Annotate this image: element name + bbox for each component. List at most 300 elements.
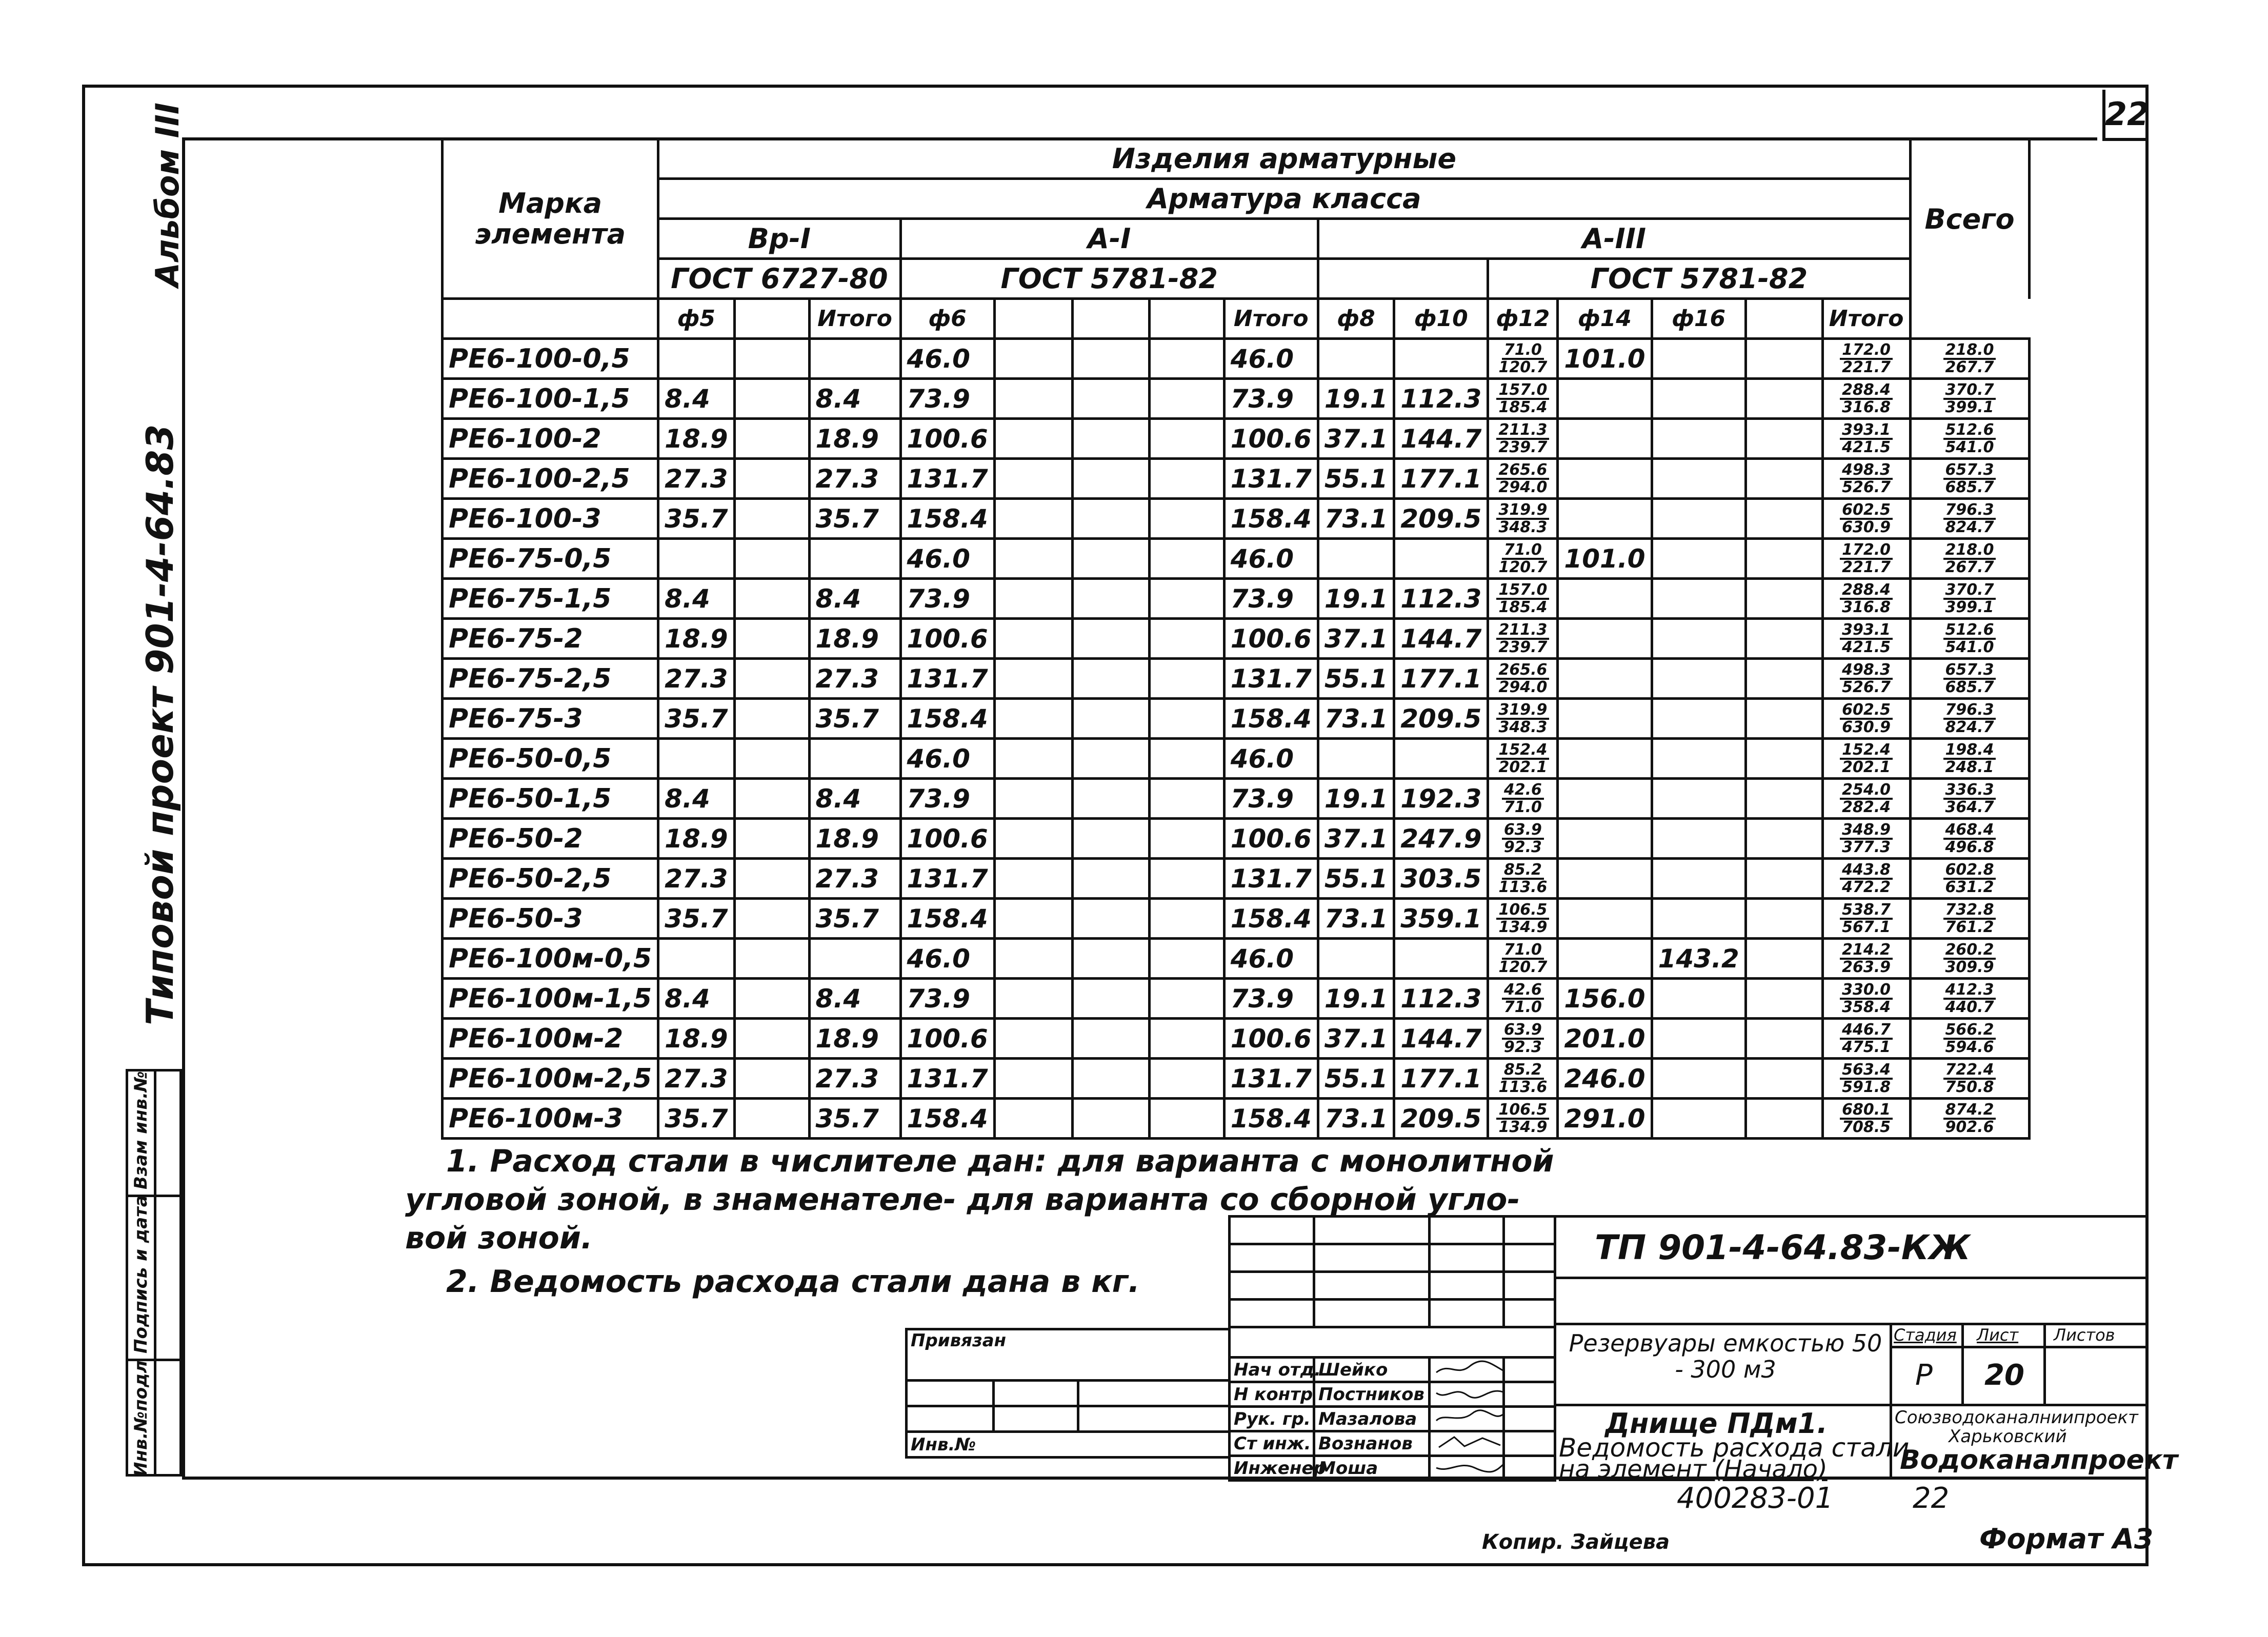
fraction-numerator: 512.6: [1943, 622, 1996, 640]
fraction-numerator: 722.4: [1943, 1062, 1996, 1080]
page-number: 22: [2104, 95, 2150, 133]
element-mark: РЕ6-50-1,5: [443, 779, 658, 819]
table-row: [443, 779, 2030, 819]
cell-f8: 55.1: [1318, 859, 1394, 899]
signature-mark: [1434, 1384, 1511, 1399]
project-label: Типовой проект 901-4-64.83: [138, 424, 182, 1025]
cell-total: [1910, 859, 2029, 899]
cell-f5: 27.3: [658, 459, 734, 499]
cell-empty: [734, 1099, 809, 1139]
cell-f12: [1488, 939, 1558, 979]
cell-f10: 177.1: [1394, 1059, 1488, 1099]
grid-cell: [1078, 1406, 1230, 1432]
name-cell: Вознанов: [1314, 1431, 1430, 1456]
cell-empty: [1072, 419, 1149, 459]
fraction-numerator: 106.5: [1496, 1102, 1549, 1120]
fraction-numerator: 538.7: [1840, 902, 1893, 920]
cell-f16: [1652, 859, 1745, 899]
cell-empty: [734, 339, 809, 379]
fraction-numerator: 42.6: [1502, 982, 1544, 1000]
fraction-numerator: 602.8: [1943, 862, 1996, 880]
bound-cell: [907, 1329, 1230, 1381]
cell-total: [1910, 539, 2029, 579]
cell-f12: [1488, 579, 1558, 619]
cell-f10: 303.5: [1394, 859, 1488, 899]
name-cell: Шейко: [1314, 1358, 1430, 1382]
fraction-denominator: 475.1: [1842, 1038, 1891, 1056]
fraction-denominator: 202.1: [1842, 758, 1891, 776]
fraction-denominator: 761.2: [1945, 918, 1994, 936]
cell-f12: [1488, 779, 1558, 819]
cell-f14: [1558, 819, 1652, 859]
date-cell: [1504, 1431, 1555, 1456]
cell-total: [1910, 899, 2029, 939]
cell-empty: [1745, 579, 1822, 619]
cell-f14: [1558, 699, 1652, 739]
cell-empty: [994, 459, 1072, 499]
cell-empty: [1072, 539, 1149, 579]
fraction-denominator: 902.6: [1945, 1118, 1994, 1136]
cell-f16: [1652, 779, 1745, 819]
fraction-numerator: 218.0: [1943, 542, 1996, 560]
cell-empty: [734, 1059, 809, 1099]
fraction-denominator: 421.5: [1842, 438, 1891, 456]
element-mark: РЕ6-75-1,5: [443, 579, 658, 619]
fraction: [1914, 662, 2026, 695]
cell-f6: 131.7: [900, 1059, 994, 1099]
fraction-denominator: 824.7: [1945, 718, 1994, 736]
grid-cell: [1230, 1272, 1314, 1300]
steel-consumption-table: [441, 137, 2031, 1140]
header-empty: [443, 299, 658, 339]
fraction-denominator: 708.5: [1842, 1118, 1891, 1136]
fraction-denominator: 202.1: [1498, 758, 1548, 776]
fraction-numerator: 512.6: [1943, 422, 1996, 440]
cell-f10: 209.5: [1394, 1099, 1488, 1139]
cell-f5: 35.7: [658, 699, 734, 739]
cell-f14: [1558, 619, 1652, 659]
fraction: [1491, 782, 1554, 815]
fraction: [1491, 422, 1554, 455]
cell-f10: [1394, 739, 1488, 779]
table-row: [443, 579, 2030, 619]
cell-empty: [1149, 659, 1224, 699]
fraction: [1491, 862, 1554, 895]
album-label: Альбом III: [149, 103, 186, 287]
bound-label: Привязан: [911, 1330, 1007, 1351]
stamp-field-signature: Подпись и дата: [131, 1195, 151, 1353]
fraction-numerator: 348.9: [1840, 822, 1893, 840]
cell-total: [1910, 419, 2029, 459]
cell-f14: [1558, 739, 1652, 779]
cell-total: [1910, 579, 2029, 619]
role-cell: Ст инж.: [1230, 1431, 1314, 1456]
footer-doc-number: 400283-01: [1677, 1482, 1834, 1515]
cell-f6: 158.4: [900, 1099, 994, 1139]
fraction-numerator: 319.9: [1496, 702, 1549, 720]
fraction-numerator: 157.0: [1496, 582, 1549, 600]
cell-f12: [1488, 739, 1558, 779]
cell-empty: [994, 979, 1072, 1019]
fraction-numerator: 260.2: [1943, 942, 1996, 960]
cell-f10: 177.1: [1394, 659, 1488, 699]
element-mark: РЕ6-50-0,5: [443, 739, 658, 779]
cell-total: [1910, 659, 2029, 699]
cell-f14: [1558, 379, 1652, 419]
fraction-denominator: 113.6: [1498, 878, 1548, 896]
fraction-numerator: 71.0: [1502, 542, 1544, 560]
fraction-denominator: 239.7: [1498, 438, 1548, 456]
column-header: [734, 299, 809, 339]
signature-mark: [1434, 1433, 1511, 1448]
cell-a3-total: [1822, 699, 1910, 739]
cell-bp-total: 35.7: [809, 899, 900, 939]
cell-f5: 18.9: [658, 819, 734, 859]
fraction-denominator: 591.8: [1842, 1078, 1891, 1096]
cell-f5: [658, 539, 734, 579]
name-cell: Постников: [1314, 1382, 1430, 1407]
cell-empty: [1072, 979, 1149, 1019]
cell-f5: 27.3: [658, 1059, 734, 1099]
fraction: [1491, 382, 1554, 415]
org-line-1: Союзводоканалниипроект: [1895, 1407, 2138, 1428]
cell-f6: 73.9: [900, 579, 994, 619]
cell-bp-total: [809, 339, 900, 379]
cell-f10: [1394, 539, 1488, 579]
fraction: [1491, 742, 1554, 775]
element-mark: РЕ6-100-2: [443, 419, 658, 459]
cell-f6: 73.9: [900, 979, 994, 1019]
cell-empty: [994, 779, 1072, 819]
fraction: [1491, 542, 1554, 575]
cell-empty: [1072, 499, 1149, 539]
table-row: [443, 339, 2030, 379]
cell-f14: [1558, 939, 1652, 979]
fraction-denominator: 377.3: [1842, 838, 1891, 856]
cell-f6: 158.4: [900, 699, 994, 739]
grid-cell: [1314, 1244, 1430, 1272]
cell-f12: [1488, 819, 1558, 859]
cell-empty: [1149, 739, 1224, 779]
cell-f8: 37.1: [1318, 619, 1394, 659]
cell-empty: [734, 939, 809, 979]
table-row: [443, 379, 2030, 419]
cell-a1-total: 73.9: [1224, 979, 1318, 1019]
fraction: [1914, 702, 2026, 735]
element-mark: РЕ6-50-2: [443, 819, 658, 859]
cell-a1-total: 100.6: [1224, 619, 1318, 659]
cell-f14: [1558, 419, 1652, 459]
fraction-numerator: 370.7: [1943, 582, 1996, 600]
fraction: [1826, 342, 1907, 375]
cell-empty: [1149, 579, 1224, 619]
cell-empty: [1072, 659, 1149, 699]
table-row: [443, 739, 2030, 779]
cell-empty: [1745, 939, 1822, 979]
fraction-denominator: 263.9: [1842, 958, 1891, 976]
cell-f6: 46.0: [900, 339, 994, 379]
fraction-numerator: 319.9: [1496, 502, 1549, 520]
signature-cell: [1430, 1358, 1504, 1382]
fraction-denominator: 120.7: [1498, 558, 1548, 576]
cell-f14: [1558, 779, 1652, 819]
fraction-denominator: 496.8: [1945, 838, 1994, 856]
cell-f16: [1652, 419, 1745, 459]
date-cell: [1504, 1407, 1555, 1431]
fraction: [1826, 702, 1907, 735]
column-header: [1072, 299, 1149, 339]
cell-f6: 100.6: [900, 419, 994, 459]
fraction: [1914, 902, 2026, 935]
cell-empty: [1745, 499, 1822, 539]
table-row: [443, 659, 2030, 699]
role-cell: Н контр: [1230, 1382, 1314, 1407]
fraction-numerator: 218.0: [1943, 342, 1996, 360]
fraction: [1491, 1062, 1554, 1095]
fraction-numerator: 172.0: [1840, 342, 1893, 360]
fraction-numerator: 265.6: [1496, 462, 1549, 480]
grid-cell: [1230, 1217, 1314, 1244]
cell-a1-total: 46.0: [1224, 939, 1318, 979]
cell-f14: 156.0: [1558, 979, 1652, 1019]
cell-total: [1910, 1059, 2029, 1099]
cell-f16: [1652, 1099, 1745, 1139]
fraction-numerator: 211.3: [1496, 422, 1549, 440]
cell-empty: [1745, 619, 1822, 659]
cell-f12: [1488, 339, 1558, 379]
table-row: [443, 459, 2030, 499]
cell-f8: 55.1: [1318, 1059, 1394, 1099]
cell-f14: 201.0: [1558, 1019, 1652, 1059]
grid-cell: [1430, 1272, 1504, 1300]
grid-cell: [1504, 1244, 1555, 1272]
fraction-denominator: 631.2: [1945, 878, 1994, 896]
fraction: [1826, 622, 1907, 655]
signature-block: [1228, 1356, 1556, 1482]
grid-cell: [1430, 1244, 1504, 1272]
element-mark: РЕ6-100-2,5: [443, 459, 658, 499]
element-mark: РЕ6-100м-1,5: [443, 979, 658, 1019]
cell-f14: 246.0: [1558, 1059, 1652, 1099]
cell-empty: [994, 739, 1072, 779]
cell-empty: [1745, 659, 1822, 699]
signature-mark: [1434, 1360, 1511, 1374]
grid-cell: [994, 1406, 1078, 1432]
cell-total: [1910, 1099, 2029, 1139]
fraction: [1826, 1102, 1907, 1135]
fraction: [1826, 542, 1907, 575]
cell-bp-total: 18.9: [809, 819, 900, 859]
fraction-numerator: 796.3: [1943, 502, 1996, 520]
cell-f12: [1488, 539, 1558, 579]
cell-empty: [1072, 1099, 1149, 1139]
cell-f8: [1318, 939, 1394, 979]
cell-f8: 55.1: [1318, 459, 1394, 499]
fraction-denominator: 267.7: [1945, 558, 1994, 576]
cell-bp-total: 35.7: [809, 699, 900, 739]
cell-empty: [1745, 1019, 1822, 1059]
column-header: Итого: [1224, 299, 1318, 339]
column-header: ф5: [658, 299, 734, 339]
cell-f8: [1318, 339, 1394, 379]
cell-empty: [1072, 619, 1149, 659]
cell-empty: [734, 659, 809, 699]
fraction-numerator: 602.5: [1840, 702, 1893, 720]
cell-f5: [658, 339, 734, 379]
fraction-denominator: 309.9: [1945, 958, 1994, 976]
cell-f16: [1652, 659, 1745, 699]
fraction-numerator: 71.0: [1502, 942, 1544, 960]
cell-a1-total: 158.4: [1224, 1099, 1318, 1139]
title-block-h3: [1554, 1404, 2149, 1406]
cell-empty: [1072, 579, 1149, 619]
fraction-denominator: 134.9: [1498, 1118, 1548, 1136]
fraction-denominator: 92.3: [1503, 1038, 1542, 1056]
fraction-denominator: 316.8: [1842, 398, 1891, 416]
title-block-v2: [1961, 1323, 1964, 1404]
sheets-label: Листов: [2054, 1325, 2115, 1345]
fraction-numerator: 657.3: [1943, 662, 1996, 680]
column-header: ф10: [1394, 299, 1488, 339]
cell-f6: 158.4: [900, 899, 994, 939]
cell-empty: [1745, 1099, 1822, 1139]
fraction-numerator: 71.0: [1502, 342, 1544, 360]
cell-bp-total: 8.4: [809, 379, 900, 419]
cell-a3-total: [1822, 539, 1910, 579]
stamp-subtitle-1: Днище ПДм1.: [1605, 1407, 1828, 1440]
header-mark: [443, 139, 658, 299]
signature-mark: [1434, 1458, 1511, 1472]
cell-empty: [734, 499, 809, 539]
fraction-denominator: 120.7: [1498, 958, 1548, 976]
cell-bp-total: 35.7: [809, 1099, 900, 1139]
cell-a1-total: 73.9: [1224, 379, 1318, 419]
cell-a1-total: 131.7: [1224, 859, 1318, 899]
cell-f10: 112.3: [1394, 579, 1488, 619]
cell-a3-total: [1822, 779, 1910, 819]
cell-a1-total: 131.7: [1224, 459, 1318, 499]
cell-a1-total: 46.0: [1224, 339, 1318, 379]
cell-f16: [1652, 699, 1745, 739]
cell-f12: [1488, 1059, 1558, 1099]
element-mark: РЕ6-100м-2,5: [443, 1059, 658, 1099]
cell-empty: [1072, 819, 1149, 859]
fraction-denominator: 358.4: [1842, 998, 1891, 1016]
cell-total: [1910, 339, 2029, 379]
fraction-denominator: 630.9: [1842, 718, 1891, 736]
cell-a3-total: [1822, 899, 1910, 939]
cell-f5: 35.7: [658, 499, 734, 539]
cell-empty: [1745, 859, 1822, 899]
grid-cell: [1314, 1272, 1430, 1300]
cell-total: [1910, 499, 2029, 539]
grid-cell: [994, 1381, 1078, 1406]
cell-f8: [1318, 739, 1394, 779]
cell-a3-total: [1822, 659, 1910, 699]
cell-f8: 19.1: [1318, 779, 1394, 819]
element-mark: РЕ6-100-3: [443, 499, 658, 539]
cell-empty: [1072, 339, 1149, 379]
column-header: ф14: [1558, 299, 1652, 339]
cell-empty: [1072, 1019, 1149, 1059]
fraction-denominator: 113.6: [1498, 1078, 1548, 1096]
cell-f16: [1652, 1059, 1745, 1099]
cell-empty: [1149, 619, 1224, 659]
cell-a1-total: 100.6: [1224, 819, 1318, 859]
cell-empty: [1149, 459, 1224, 499]
cell-f5: [658, 939, 734, 979]
fraction: [1826, 382, 1907, 415]
fraction-denominator: 348.3: [1498, 718, 1548, 736]
fraction-denominator: 239.7: [1498, 638, 1548, 656]
note-line-2: угловой зоной, в знаменателе- для варианта со сборной угло-: [405, 1182, 1520, 1218]
grid-cell: [1230, 1300, 1314, 1327]
cell-f10: 144.7: [1394, 619, 1488, 659]
cell-f8: 19.1: [1318, 979, 1394, 1019]
note-line-3: вой зоной.: [405, 1220, 593, 1256]
cell-empty: [994, 859, 1072, 899]
fraction: [1914, 1102, 2026, 1135]
signature-cell: [1430, 1431, 1504, 1456]
cell-a3-total: [1822, 499, 1910, 539]
cell-empty: [1149, 979, 1224, 1019]
fraction-numerator: 63.9: [1502, 822, 1544, 840]
fraction-numerator: 152.4: [1840, 742, 1893, 760]
fraction: [1491, 582, 1554, 615]
fraction-numerator: 796.3: [1943, 702, 1996, 720]
fraction-numerator: 732.8: [1943, 902, 1996, 920]
fraction: [1491, 902, 1554, 935]
fraction: [1914, 342, 2026, 375]
cell-f12: [1488, 1099, 1558, 1139]
fraction: [1491, 982, 1554, 1015]
fraction-denominator: 282.4: [1842, 798, 1891, 816]
fraction-numerator: 336.3: [1943, 782, 1996, 800]
footer-format: Формат А3: [1979, 1523, 2154, 1555]
cell-empty: [994, 419, 1072, 459]
fraction-numerator: 680.1: [1840, 1102, 1893, 1120]
cell-empty: [994, 939, 1072, 979]
fraction-numerator: 657.3: [1943, 462, 1996, 480]
fraction: [1826, 822, 1907, 855]
cell-a1-total: 158.4: [1224, 899, 1318, 939]
cell-empty: [734, 899, 809, 939]
date-cell: [1504, 1358, 1555, 1382]
cell-empty: [734, 419, 809, 459]
cell-empty: [1745, 459, 1822, 499]
cell-f6: 73.9: [900, 779, 994, 819]
grid-cell: [1314, 1300, 1430, 1327]
cell-empty: [734, 779, 809, 819]
cell-f14: [1558, 579, 1652, 619]
cell-f10: 177.1: [1394, 459, 1488, 499]
cell-f12: [1488, 699, 1558, 739]
cell-f16: [1652, 379, 1745, 419]
cell-empty: [1149, 779, 1224, 819]
cell-empty: [1149, 539, 1224, 579]
fraction-denominator: 440.7: [1945, 998, 1994, 1016]
cell-f12: [1488, 499, 1558, 539]
fraction-denominator: 221.7: [1842, 358, 1891, 376]
cell-f14: [1558, 659, 1652, 699]
fraction-denominator: 316.8: [1842, 598, 1891, 616]
title-block-v3: [2043, 1323, 2046, 1404]
fraction-denominator: 294.0: [1498, 478, 1548, 496]
header-gost-a1: ГОСТ 5781-82: [900, 259, 1318, 299]
table-row: [443, 859, 2030, 899]
cell-empty: [1072, 779, 1149, 819]
stamp-field-replace: Взам инв.№: [131, 1071, 151, 1189]
